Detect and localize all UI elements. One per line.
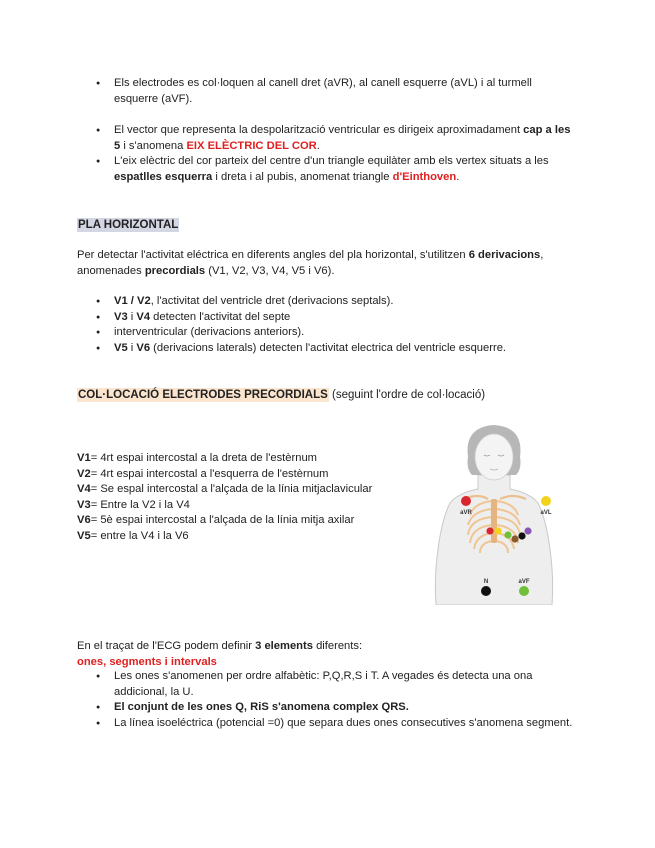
derivation-item: ● V3 i V4 detecten l'activitat del septe xyxy=(96,310,576,326)
highlight-eix-electric: EIX ELÈCTRIC DEL COR xyxy=(186,139,317,152)
electrode-v6 xyxy=(524,527,531,534)
derivation-item: ● V1 / V2, l'activitat del ventricle dret (derivacions septals). xyxy=(96,294,576,310)
sternum xyxy=(491,499,497,543)
electrode-item: V2= 4rt espai intercostal a l'esquerra de l'estèrnum xyxy=(77,467,329,480)
bullet-electrode-placement: ● Els electrodes es col·loquen al canell dret (aVR), al canell esquerre (aVL) i al turmell esquerre (aVF). xyxy=(96,76,576,107)
derivation-item: ● V5 i V6 (derivacions laterals) detecten l'activitat electrica del ventricle esquerre. xyxy=(96,341,576,357)
electrode-avl xyxy=(541,496,551,506)
label-avf: aVF xyxy=(518,579,530,585)
heading-precordials: COL·LOCACIÓ ELECTRODES PRECORDIALS (seguint l'ordre de col·locació) xyxy=(78,389,486,401)
ecg-item: ● El conjunt de les ones Q, RiS s'anomena complex QRS. xyxy=(96,700,576,716)
ecg-subtitle: ones, segments i intervals xyxy=(77,656,217,668)
electrode-item: V3= Entre la V2 i la V4 xyxy=(77,498,190,511)
electrode-v2 xyxy=(494,527,501,534)
bullet-einthoven: ● L'eix elèctric del cor parteix del centre d'un triangle equilàter amb els vertex situats a les espatlles esquerra i dreta i al pubis, anomenat triangle d'Einthoven. xyxy=(96,154,576,185)
electrode-item: V6= 5è espai intercostal a l'alçada de la línia mitja axilar xyxy=(77,514,355,527)
electrode-v1 xyxy=(486,527,493,534)
label-avr: aVR xyxy=(460,510,472,516)
label-avl: aVL xyxy=(540,510,552,516)
electrode-avr xyxy=(461,496,471,506)
electrode-n xyxy=(481,586,491,596)
top-bullet-list xyxy=(96,76,576,107)
bullet-ventricular-vector: ● El vector que representa la despolarització ventricular es dirigeix aproximadament cap a les 5 i s'anomena EIX ELÈCTRIC DEL COR. xyxy=(96,123,576,154)
electrode-v5 xyxy=(518,532,525,539)
electrode-v3 xyxy=(504,531,511,538)
horizontal-intro: Per detectar l'activitat eléctrica en diferents angles del pla horizontal, s'utilitzen 6 derivacions, anomenades precordials (V1, V2, V3, V4, V5 i V6). xyxy=(77,249,544,277)
ecg-item: ● Les ones s'anomenen per ordre alfabètic: P,Q,R,S i T. A vegades és detecta una ona addicional, la U. xyxy=(96,669,576,700)
face xyxy=(475,434,513,480)
derivation-list xyxy=(96,294,576,356)
ecg-intro: En el traçat de l'ECG podem definir 3 elements diferents: xyxy=(77,640,363,652)
top-bullet-list-2 xyxy=(96,123,576,185)
electrode-avf xyxy=(519,586,529,596)
electrode-item: V1= 4rt espai intercostal a la dreta de l'estèrnum xyxy=(77,452,318,464)
label-n: N xyxy=(483,579,489,585)
electrode-v4 xyxy=(511,535,518,542)
ecg-item: ● La línea isoeléctrica (potencial =0) que separa dues ones consecutives s'anomena segment. xyxy=(96,716,576,732)
highlight-einthoven: d'Einthoven xyxy=(392,170,457,183)
derivation-item: ● interventricular (derivacions anteriors). xyxy=(96,325,576,341)
electrode-item: V4= Se espal intercostal a l'alçada de la línia mitjaclavicular xyxy=(77,483,373,496)
heading-pla-horizontal: PLA HORIZONTAL xyxy=(78,219,179,231)
ecg-list xyxy=(96,669,576,731)
electrode-list xyxy=(77,451,372,545)
electrode-item: V5= entre la V4 i la V6 xyxy=(77,529,189,542)
electrode-placement-figure xyxy=(428,419,560,605)
